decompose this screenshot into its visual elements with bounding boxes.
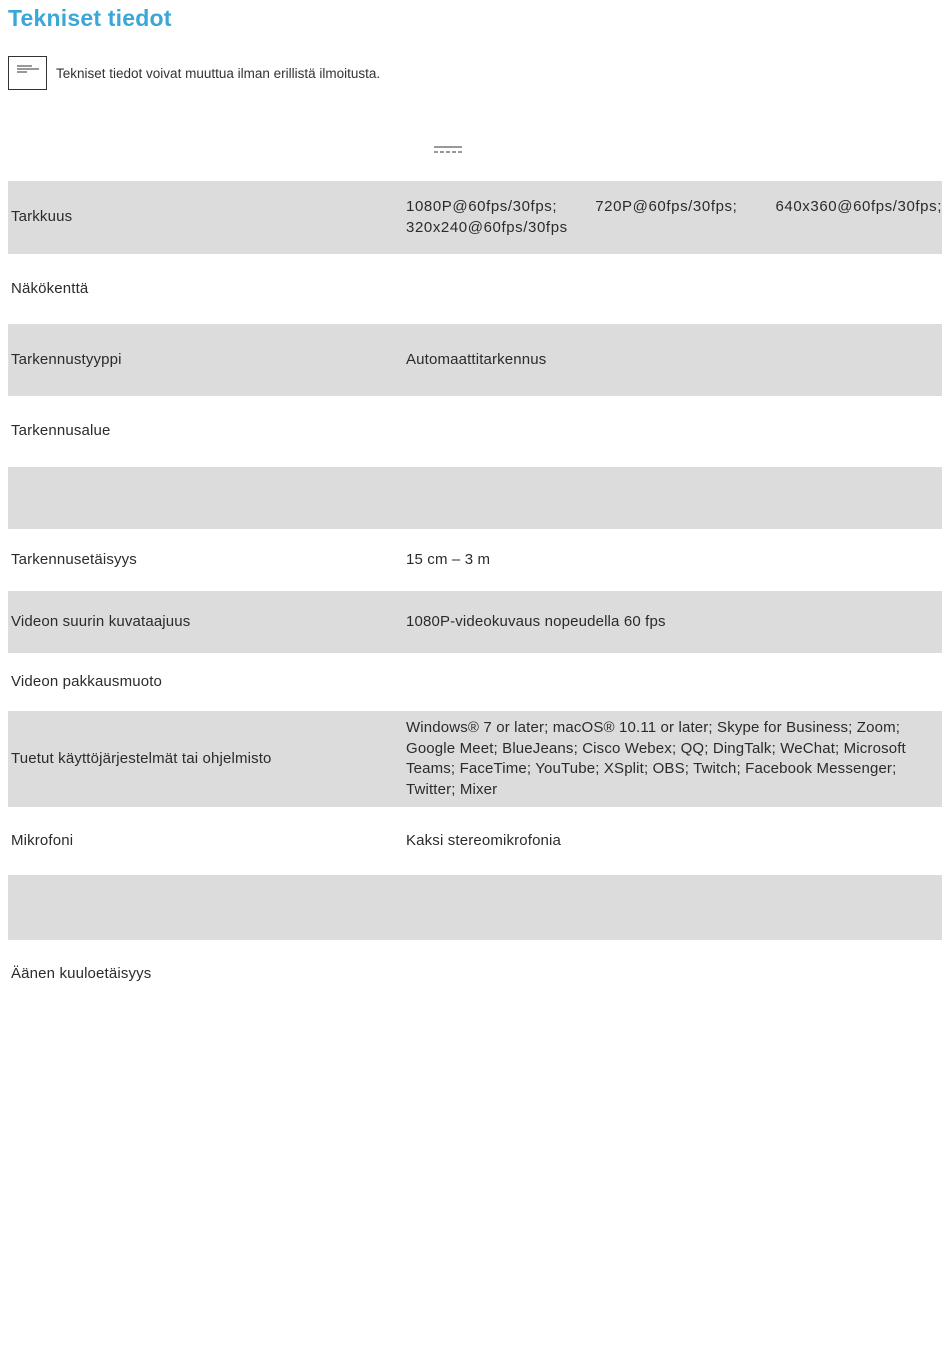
spec-row (8, 467, 942, 529)
spec-value (403, 254, 942, 324)
spec-row (8, 591, 942, 653)
spec-label: Tarkennusalue (11, 422, 111, 440)
spec-row (8, 181, 942, 254)
spec-table (8, 181, 942, 1008)
spec-row (8, 807, 942, 875)
spec-value (403, 467, 942, 529)
spec-row (8, 875, 942, 940)
page-title: Tekniset tiedot (8, 5, 172, 31)
spec-label (8, 467, 403, 529)
spec-label (8, 875, 403, 940)
spec-label: Äänen kuuloetäisyys (11, 964, 152, 982)
spec-notice: Tekniset tiedot voivat muuttua ilman erillistä ilmoitusta. (56, 66, 381, 81)
spec-label: Näkökenttä (11, 279, 89, 297)
spec-value: 1080P@60fps/30fps; 720P@60fps/30fps; 640x360@60fps/30fps; 320x240@60fps/30fps (403, 181, 942, 254)
spec-label: Tuetut käyttöjärjestelmät tai ohjelmisto (8, 711, 403, 807)
spec-label: Tarkennusetäisyys (11, 550, 137, 568)
spec-value (403, 396, 942, 467)
spec-value: Windows® 7 or later; macOS® 10.11 or later; Skype for Business; Zoom; Google Meet; BlueJeans; Cisco Webex; QQ; DingTalk; WeChat; Microsoft Teams; FaceTime; YouTube; XSplit; OBS; Twitch; Facebook Messenger; Twitter; Mixer (403, 711, 942, 807)
spec-row (8, 396, 942, 467)
spec-value (403, 653, 942, 711)
spec-row (8, 324, 942, 396)
divider-mark (433, 142, 463, 160)
spec-row (8, 940, 942, 1008)
spec-label: Videon pakkausmuoto (11, 672, 163, 690)
spec-row (8, 254, 942, 324)
spec-value: 15 cm – 3 m (406, 550, 491, 568)
spec-row (8, 653, 942, 711)
spec-row (8, 529, 942, 591)
spec-label: Tarkennustyyppi (8, 324, 403, 396)
spec-value (403, 940, 942, 1008)
spec-value (403, 875, 942, 940)
spec-value: 1080P-videokuvaus nopeudella 60 fps (403, 591, 942, 653)
spec-label: Tarkkuus (8, 181, 403, 254)
spec-value: Automaattitarkennus (403, 324, 942, 396)
spec-value: Kaksi stereomikrofonia (406, 831, 562, 849)
spec-label: Mikrofoni (11, 831, 74, 849)
note-icon (8, 56, 47, 90)
spec-row (8, 711, 942, 807)
spec-label: Videon suurin kuvataajuus (8, 591, 403, 653)
